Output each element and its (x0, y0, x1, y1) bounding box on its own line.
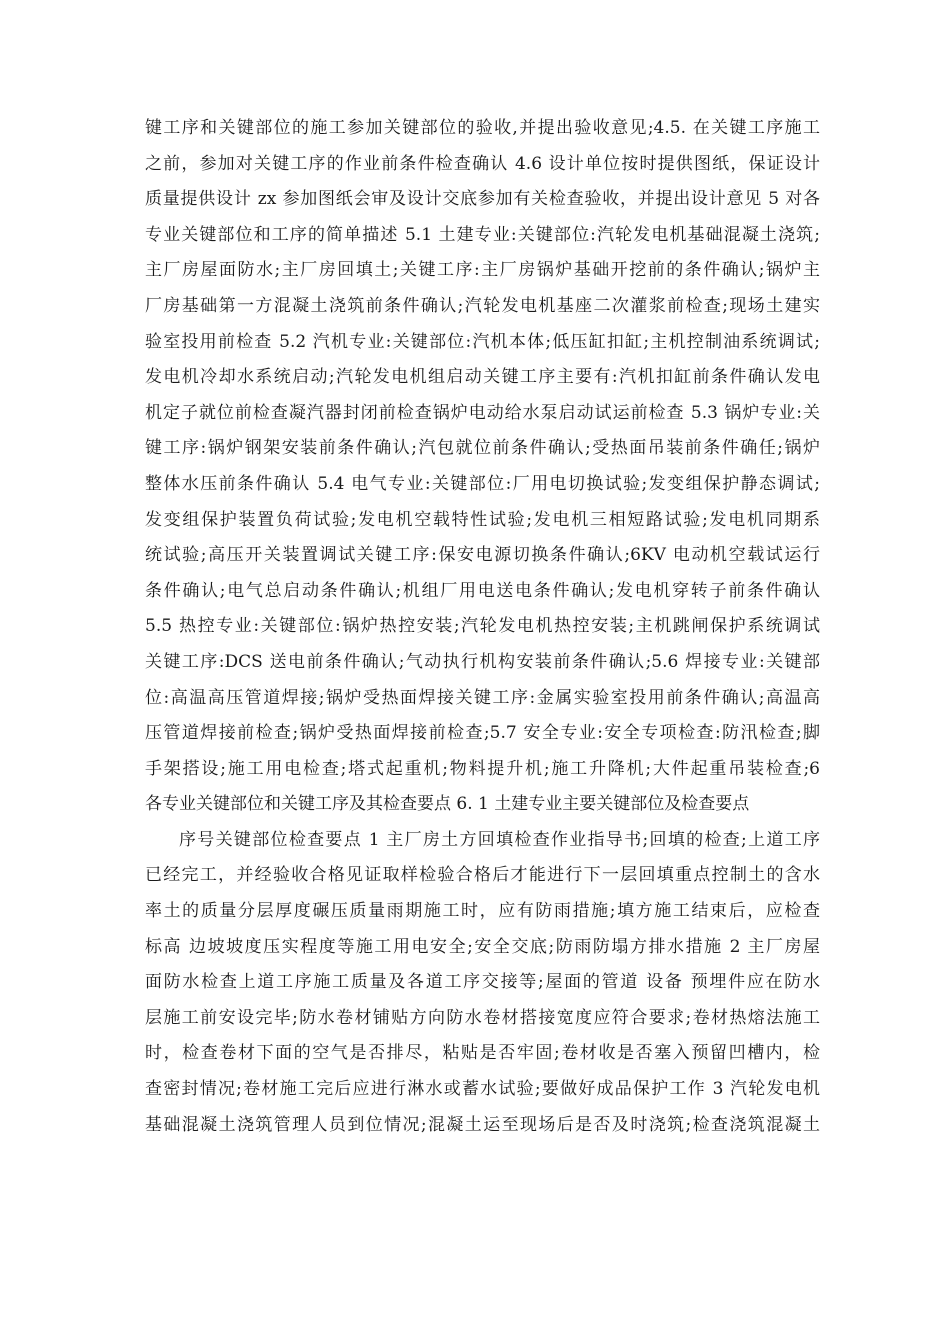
text-line: 厂房基础第一方混凝土浇筑前条件确认;汽轮发电机基座二次灌浆前检查;现场土建实 (145, 295, 820, 316)
text-line: 主厂房屋面防水;主厂房回填土;关键工序:主厂房锅炉基础开挖前的条件确认;锅炉主 (145, 260, 820, 281)
text-line: 之前，参加对关键工序的作业前条件检查确认 4.6 设计单位按时提供图纸，保证设计 (145, 153, 820, 174)
text-line: 已经完工，并经验收合格见证取样检验合格后才能进行下一层回填重点控制土的含水 (145, 865, 820, 886)
text-line: 手架搭设;施工用电检查;塔式起重机;物料提升机;施工升降机;大件起重吊装检查;6 (145, 758, 820, 779)
text-line: 条件确认;电气总启动条件确认;机组厂用电送电条件确认;发电机穿转子前条件确认 (145, 580, 820, 601)
text-line: 键工序:锅炉钢架安装前条件确认;汽包就位前条件确认;受热面吊装前条件确任;锅炉 (145, 438, 820, 459)
text-line: 基础混凝土浇筑管理人员到位情况;混凝土运至现场后是否及时浇筑;检查浇筑混凝土 (145, 1114, 820, 1135)
text-line: 层施工前安设完毕;防水卷材铺贴方向防水卷材搭接宽度应符合要求;卷材热熔法施工 (145, 1007, 820, 1028)
text-line: 发电机冷却水系统启动;汽轮发电机组启动关键工序主要有:汽机扣缸前条件确认发电 (145, 367, 820, 388)
text-line: 位:高温高压管道焊接;锅炉受热面焊接关键工序:金属实验室投用前条件确认;高温高 (145, 687, 820, 708)
text-line: 质量提供设计 zx 参加图纸会审及设计交底参加有关检查验收，并提出设计意见 5 对各 (145, 189, 820, 210)
text-line: 统试验;高压开关装置调试关键工序:保安电源切换条件确认;6KV 电动机空载试运行 (145, 545, 820, 566)
text-line: 键工序和关键部位的施工参加关键部位的验收,并提出验收意见;4.5. 在关键工序施工 (145, 118, 820, 138)
document-body (145, 111, 820, 1143)
text-line: 查密封情况;卷材施工完后应进行淋水或蓄水试验;要做好成品保护工作 3 汽轮发电机 (145, 1079, 820, 1100)
text-line: 序号关键部位检查要点 1 主厂房土方回填检查作业指导书;回填的检查;上道工序 (179, 829, 820, 850)
text-line: 整体水压前条件确认 5.4 电气专业:关键部位:厂用电切换试验;发变组保护静态调试; (145, 473, 820, 494)
text-line: 时，检查卷材下面的空气是否排尽，粘贴是否牢固;卷材收是否塞入预留凹槽内，检 (145, 1043, 820, 1064)
text-line: 各专业关键部位和关键工序及其检查要点 6. 1 土建专业主要关键部位及检查要点 (145, 794, 750, 815)
text-line: 率土的质量分层厚度碾压质量雨期施工时，应有防雨措施;填方施工结束后，应检查 (145, 901, 820, 922)
text-line: 压管道焊接前检查;锅炉受热面焊接前检查;5.7 安全专业:安全专项检查:防汛检查;脚 (145, 723, 820, 744)
text-line: 关键工序:DCS 送电前条件确认;气动执行机构安装前条件确认;5.6 焊接专业:关键部 (145, 651, 820, 672)
text-line: 机定子就位前检查凝汽器封闭前检查锅炉电动给水泵启动试运前检查 5.3 锅炉专业:关 (145, 402, 820, 423)
text-line: 5.5 热控专业:关键部位:锅炉热控安装;汽轮发电机热控安装;主机跳闸保护系统调试 (145, 616, 820, 637)
text-line: 面防水检查上道工序施工质量及各道工序交接等;屋面的管道 设备 预埋件应在防水 (145, 972, 820, 993)
text-line: 发变组保护装置负荷试验;发电机空载特性试验;发电机三相短路试验;发电机同期系 (145, 509, 820, 530)
text-line: 标高 边坡坡度压实程度等施工用电安全;安全交底;防雨防塌方排水措施 2 主厂房屋 (145, 936, 820, 957)
text-line: 验室投用前检查 5.2 汽机专业:关键部位:汽机本体;低压缸扣缸;主机控制油系统调试; (145, 331, 820, 352)
text-line: 专业关键部位和工序的简单描述 5.1 土建专业:关键部位:汽轮发电机基础混凝土浇筑; (145, 224, 820, 245)
